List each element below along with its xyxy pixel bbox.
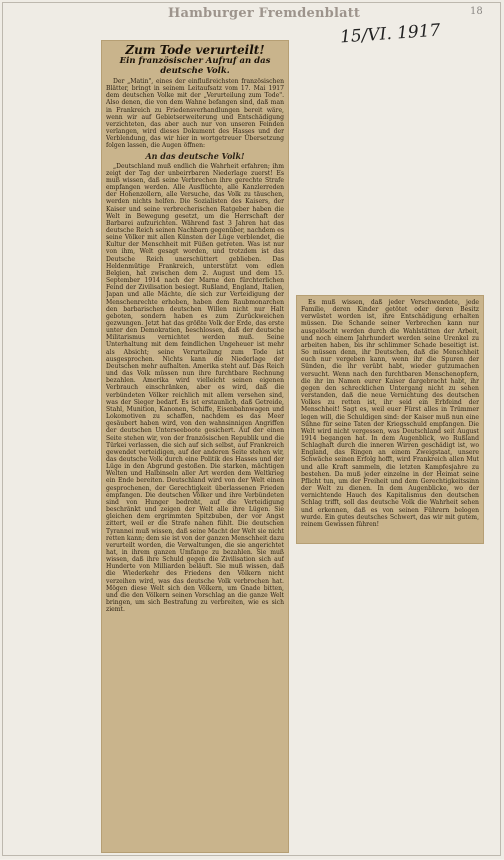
handwritten-date: 15/VI. 1917 [339, 20, 442, 48]
article-intro: Der „Matin", eines der einflußreichsten französischen Blätter, bringt in seinem Leitaufsatz vom 17. Mai 1917 dem deutschen Volke mit der „Verurteilung zum Tode". Also denen, die von dem Wahne befangen sind, daß man in Frankreich zu Friedensverhandlungen bereit wäre, wenn wir auf Gebietserweiterung und Entschädigung verzichteten, das aber auch nur von unseren Feinden verlangen, wird dieses Dokument des Hasses und der Verblendung, das wir hier in wortgetreuer Übersetzung folgen lassen, die Augen öffnen: [106, 78, 284, 150]
section-title: An das deutsche Volk! [145, 150, 245, 161]
article-body-right: Es muß wissen, daß jeder Verschwendete, jede Familie, deren Kinder getötet oder deren Besitz verwüstet worden ist, ihre Entschädigung erhalten müssen. Die Schande seiner Verbrechen kann nur ausgelöscht werden durch die Wahlstätten der Arbeit, und noch einem Jahrhundert werden seine Urenkel zu arbeiten haben, bis ihr schlimmer Schade beseitigt ist. So müssen denn, ihr Deutschen, daß die Menschheit euch nur vergeben kann, wenn ihr die Spuren der Sünden, die ihr verübt habt, wieder gutzumachen versucht. Wenn nach den furchtbaren Menschenopfern, die ihr im Namen eurer Kaiser dargebracht habt, ihr gegen den schrecklichen Untergang nicht zu sehen verstanden, daß die neue Vernichtung des deutschen Volkes zu retten ist, ihr seid ein Erbfeind der Menschheit! Sagt es, weil euer Fürst alles in Trümmer legen will, die Schuldigen sind: der Kaiser muß nun eine Sühne für seine Taten der Kriegsschuld empfangen. Die Welt wird nicht vergessen, was Deutschland seit August 1914 begangen hat. In dem Augenblick, wo Rußland Schlaghaft durch die inneren Wirren geschädigt ist, wo England, das Ringen an einem Zweigstaat, unsere Schwäche seinen Erfolg hofft, wird Frankreich allen Mut und alle Kraft sammeln, die letzten Kampfesjahre zu bestehen. Da muß jeder einzelne in der Heimat seine Pflicht tun, um der Freiheit und dem Gerechtigkeitssinn der Welt zu dienen. In dem Augenblicke, wo der vernichtende Hauch des Kapitalismus den deutschen Schlag trifft, soll das deutsche Volk die Wahrheit sehen und erkennen, daß es von seinen Führern belogen wurde. Ein gutes deutsches Schwert, das wir mit gutem, reinem Gewissen führen! [301, 299, 479, 528]
article-text-left [106, 78, 284, 860]
article-text-right [301, 299, 479, 541]
page-number: 18 [470, 6, 483, 17]
article-headline: Zum Tode verurteilt! [125, 43, 265, 57]
article-body-left: „Deutschland muß endlich die Wahrheit erfahren; ihm zeigt der Tag der unbeirrbaren Niederlage zuerst! Es muß wissen, daß seine Verbrechen ihre gerechte Strafe empfangen werden. Alle Ausflüchte, alle Kanzlerreden der Hohenzollern, alle Versuche, das Volk zu täuschen, werden nichts helfen. Die Sozialisten des Kaisers, der Kaiser und seine verbrecherischen Ratgeber haben die Welt in Bewegung gesetzt, um die Herrschaft der Barbarei aufzurichten. Während fast 3 Jahren hat das deutsche Reich seinen Nachbarn gegenüber, nachdem es seine Völker mit allen Künsten der Lüge verblendet, die Kultur der Menschheit mit Füßen getreten. Was ist nur von ihm, Welt gesagt worden, und trotzdem ist das Deutsche Reich unerschüttert geblieben. Das Heldenmütige Frankreich, unterstützt vom edlen Belgien, hat zwischen dem 2. August und dem 15. September 1914 nach der Marne den fürchterlichen Feind der Zivilisation besiegt. Rußland, England, Italien, Japan und alle Mächte, die sich zur Verteidigung der Menschenrechte erhoben, haben dem Raubmonarchen den barbarischen deutschen Willen nicht nur Halt geboten, sondern haben es zum Zurückweichen gezwungen. Jetzt hat das größte Volk der Erde, das erste unter den Demokratien, beschlossen, daß der deutsche Militarismus vernichtet werden muß. Seine Unterhaltung mit dem feindlichen Ungeheuer ist mehr als Absicht; seine Verurteilung zum Tode ist ausgesprochen. Nichts kann die Niederlage der Deutschen mehr aufhalten. Amerika steht auf. Das Reich und das Volk müssen nun ihre furchtbare Rechnung bezahlen. Amerika wird vielleicht seinen eigenen Verbrauch einschränken, aber es wird, daß die verbündeten Völker reichlich mit allem versehen sind, was der Sieger bedarf. Es ist erstaunlich, daß Getreide, Stahl, Munition, Kanonen, Schiffe, Eisenbahnwagen und Lokomotiven zu schaffen, nachdem es das Meer gesäubert haben wird, von den wahnsinnigen Angriffen der deutschen Unterseeboote gesichert. Auf der einen Seite stehen wir, von der französischen Republik und die Türkei verlassen, die sich auf sich selbst, auf Frankreich gewendet verteidigen, auf der anderen Seite stehen wir, das deutsche Volk durch eine Politik des Hasses und der Lüge in den Abgrund gestoßen. Die starken, mächtigen Welten und Halbinseln aller Art werden dem Weltkrieg ein Ende bereiten. Deutschland wird von der Welt einen gesprochenen, der Gerechtigkeit überlassenen Frieden empfangen. Die deutschen Völker und ihre Verbündeten sind von Hunger bedroht, auf die Verteidigung beschränkt und zeigen der Welt alle ihre Lügen. Sie gleichen dem ergrimmten Spitzbuben, der vor Angst zittert, weil er die Strafe nahen fühlt. Die deutschen Tyrannei muß wissen, daß seine Macht der Welt sie nicht retten kann; dem sie ist von der ganzen Menschheit dazu verurteilt worden, die Verwaltungen, die sie angerichtet hat, in ihrem ganzen Umfange zu bezahlen. Sie muß wissen, daß ihre Schuld gegen die Zivilisation sich auf Hunderte von Milliarden beläuft. Sie muß wissen, daß die Wiederkehr des Friedens den Völkern nicht verzeihen wird, was das deutsche Volk verbrochen hat. Mögen diese Welt sich den Völkern, um Gnade bitten, und die den Völkern seinen Vorschlag an die ganze Welt bringen, um sich Bestrafung zu verbreiten, wie es sich ziemt. [106, 162, 284, 614]
newspaper-masthead: Hamburger Fremdenblatt [168, 6, 361, 21]
article-subhead: Ein französischer Aufruf an das deutsche Volk. [119, 56, 271, 76]
